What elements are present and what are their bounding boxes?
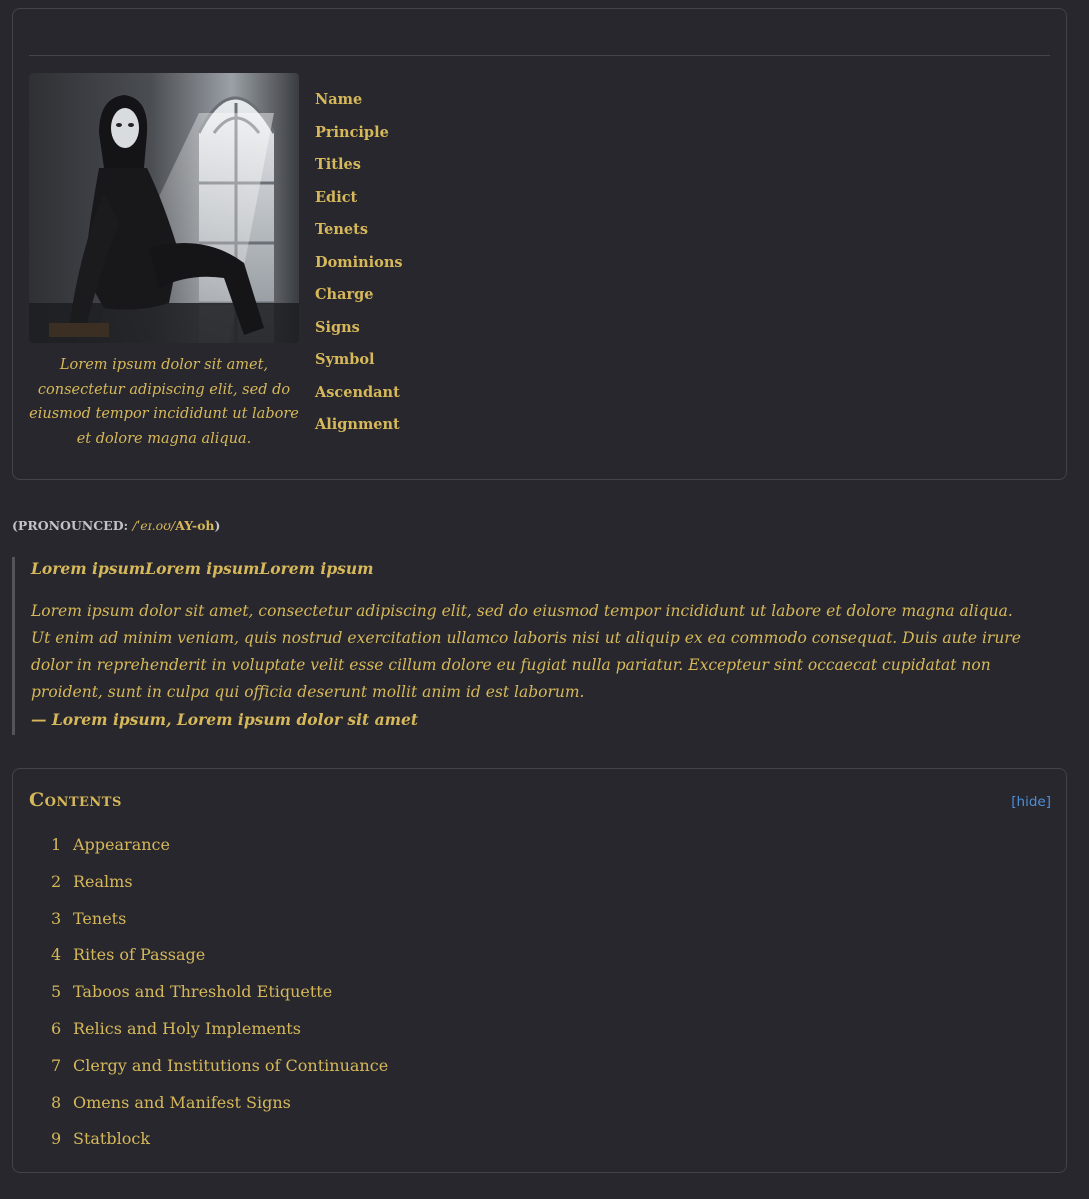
toc-list bbox=[51, 833, 388, 1164]
toc-item-label: Clergy and Institutions of Continuance bbox=[73, 1055, 389, 1075]
field-name: Name bbox=[315, 91, 363, 108]
pronunciation-ipa: /ˈeɪ.oʊ/ bbox=[132, 518, 176, 533]
toc-item-number: 7 bbox=[51, 1055, 62, 1075]
field-signs: Signs bbox=[315, 318, 360, 336]
toc-item-clergy[interactable] bbox=[51, 1054, 388, 1091]
toc-item-number: 6 bbox=[51, 1018, 62, 1038]
toc-item-label: Appearance bbox=[73, 835, 170, 854]
field-tenets: Tenets bbox=[315, 221, 368, 238]
field-charge: Charge bbox=[315, 286, 374, 303]
field-titles: Titles bbox=[315, 156, 361, 173]
quote-body: Lorem ipsum dolor sit amet, consectetur adipiscing elit, sed do eiusmod tempor incididunt ut labore et dolore magna aliqua. Ut enim ad minim veniam, quis nostrud exercitation ullamco laboris nisi ut aliquip ex ea commodo consequat. Duis aute irure dolor in reprehenderit in voluptate velit esse cillum dolore eu fugiat nulla pariatur. Excepteur sint occaecat cupidatat non proident, sunt in culpa qui officia deserunt mollit anim id est laborum. bbox=[31, 602, 1021, 701]
toc-item-number: 3 bbox=[51, 908, 62, 928]
toc-item-appearance[interactable] bbox=[51, 833, 388, 870]
pronunciation-close: ) bbox=[214, 518, 221, 533]
pronunciation-label: (PRONOUNCED: bbox=[12, 518, 129, 533]
toc-item-relics[interactable] bbox=[51, 1017, 388, 1054]
quote-attribution: — Lorem ipsum, Lorem ipsum dolor sit amet bbox=[31, 710, 419, 729]
toc-title: Contents bbox=[29, 789, 122, 811]
toc-item-label: Realms bbox=[73, 871, 133, 891]
field-symbol: Symbol bbox=[315, 351, 375, 368]
field-edict: Edict bbox=[315, 188, 358, 206]
portrait-figure bbox=[29, 73, 299, 451]
table-of-contents bbox=[12, 768, 1067, 1173]
toc-item-number: 8 bbox=[51, 1092, 62, 1112]
toc-hide-link[interactable]: [hide] bbox=[1011, 794, 1051, 810]
infobox bbox=[12, 8, 1067, 480]
toc-item-statblock[interactable] bbox=[51, 1127, 388, 1164]
pronunciation-phonetic: AY-oh bbox=[175, 518, 215, 533]
toc-item-number: 4 bbox=[51, 945, 62, 965]
field-alignment: Alignment bbox=[315, 416, 400, 433]
toc-item-label: Taboos and Threshold Etiquette bbox=[73, 982, 333, 1002]
field-principle: Principle bbox=[315, 123, 389, 141]
toc-item-number: 5 bbox=[51, 982, 62, 1002]
portrait-image[interactable] bbox=[29, 73, 299, 343]
toc-item-label: Rites of Passage bbox=[73, 945, 206, 965]
toc-item-label: Omens and Manifest Signs bbox=[73, 1092, 291, 1112]
toc-item-rites-of-passage[interactable] bbox=[51, 943, 388, 980]
toc-item-label: Tenets bbox=[73, 908, 127, 928]
toc-item-label: Relics and Holy Implements bbox=[73, 1018, 301, 1038]
toc-item-tenets[interactable] bbox=[51, 907, 388, 944]
pronunciation bbox=[12, 518, 220, 533]
infobox-fields bbox=[315, 89, 403, 447]
quote-title: Lorem ipsumLorem ipsumLorem ipsum bbox=[31, 559, 374, 578]
field-ascendant: Ascendant bbox=[315, 383, 400, 401]
portrait-caption: Lorem ipsum dolor sit amet, consectetur adipiscing elit, sed do eiusmod tempor incididunt ut labore et dolore magna aliqua. bbox=[29, 357, 299, 447]
toc-item-label: Statblock bbox=[73, 1129, 151, 1149]
toc-item-taboos[interactable] bbox=[51, 980, 388, 1017]
toc-item-number: 2 bbox=[51, 871, 62, 891]
toc-item-number: 9 bbox=[51, 1129, 62, 1149]
epigraph-quote bbox=[12, 557, 1022, 735]
toc-item-omens[interactable] bbox=[51, 1091, 388, 1128]
toc-item-number: 1 bbox=[51, 835, 62, 854]
infobox-title bbox=[29, 27, 1050, 56]
field-dominions: Dominions bbox=[315, 253, 403, 271]
toc-item-realms[interactable] bbox=[51, 870, 388, 907]
